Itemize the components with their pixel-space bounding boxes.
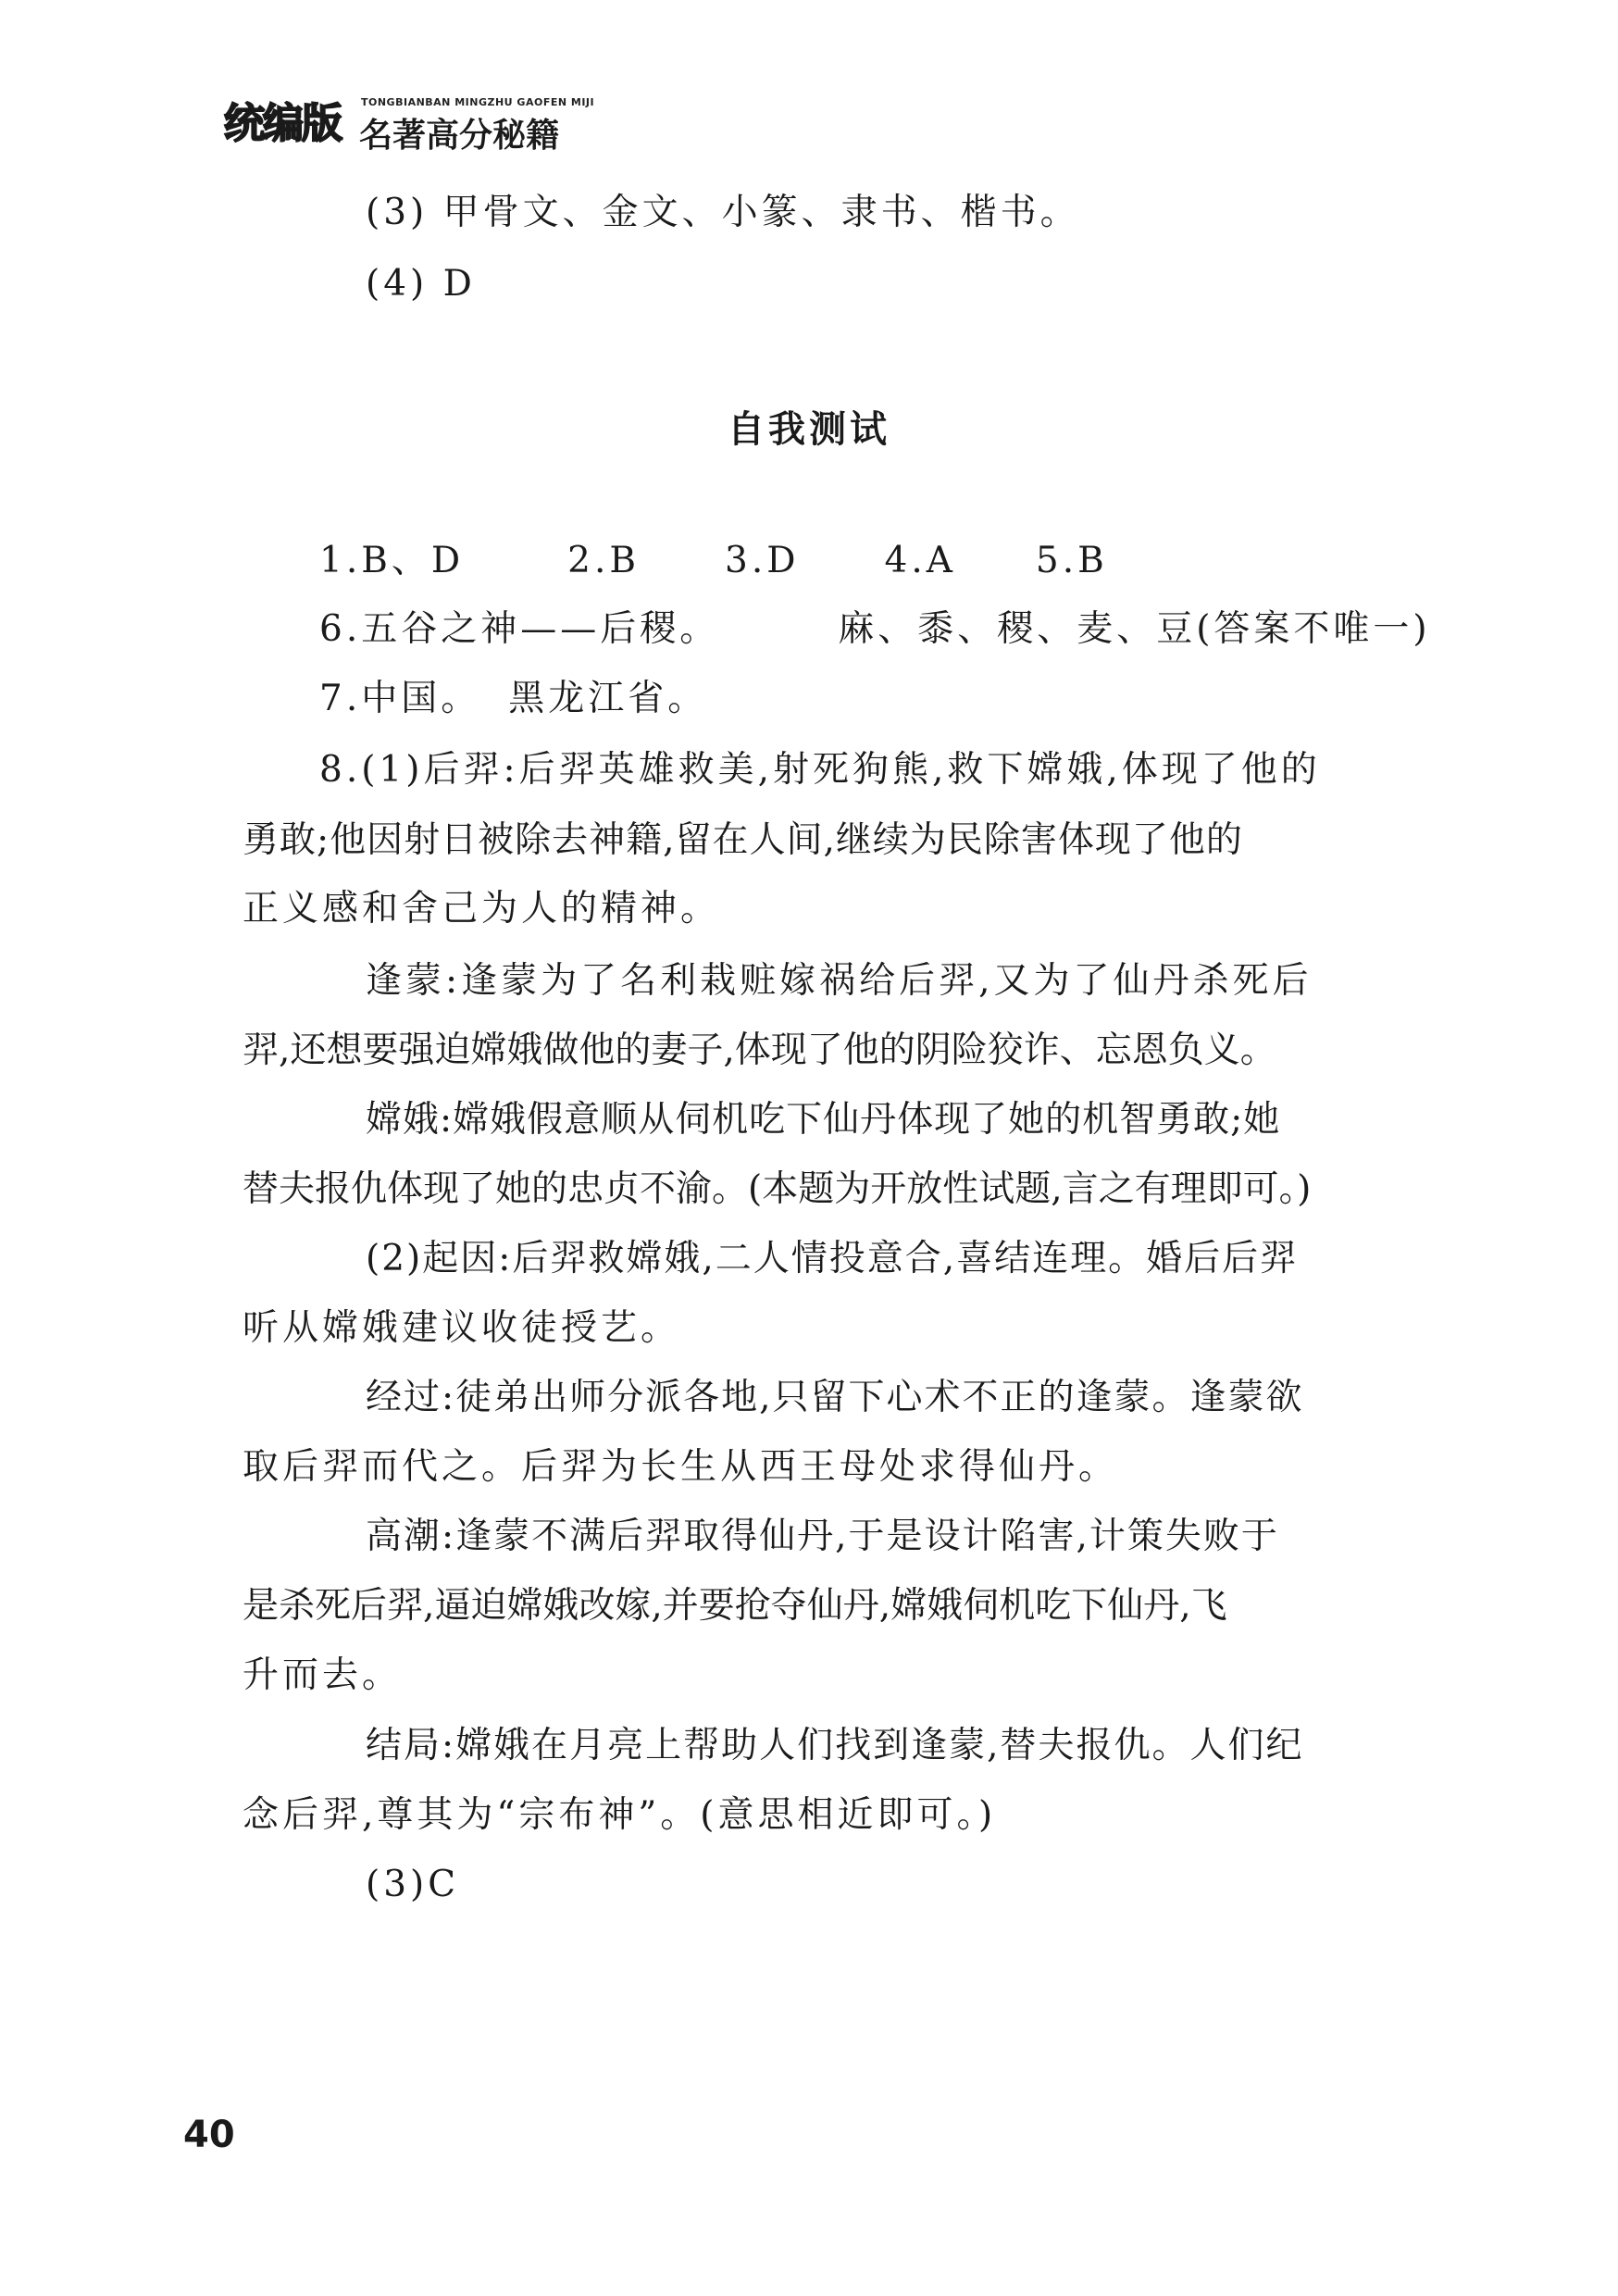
answer-2: 2.B bbox=[567, 540, 641, 581]
answer-1: 1.B、D bbox=[319, 540, 465, 581]
answer-8-line: 取后羿而代之。后羿为长生从西王母处求得仙丹。 bbox=[243, 1446, 1119, 1488]
answer-8-line: 正义感和舍己为人的精神。 bbox=[243, 888, 721, 930]
answer-6-part-b: 麻、黍、稷、麦、豆(答案不唯一) bbox=[838, 608, 1431, 650]
answer-8-line: (2)起因:后羿救嫦娥,二人情投意合,喜结连理。婚后后羿 bbox=[366, 1238, 1299, 1279]
answer-7 bbox=[319, 680, 707, 717]
answer-3: 3.D bbox=[725, 540, 800, 581]
answer-8-line: 羿,还想要强迫嫦娥做他的妻子,体现了他的阴险狡诈、忘恩负义。 bbox=[243, 1029, 1276, 1071]
answer-8-line: 替夫报仇体现了她的忠贞不渝。(本题为开放性试题,言之有理即可。) bbox=[243, 1168, 1312, 1210]
series-title: 名著高分秘籍 bbox=[359, 117, 560, 155]
edition-logo: 统编版 bbox=[213, 93, 352, 146]
answer-8-line: 勇敢;他因射日被除去神籍,留在人间,继续为民除害体现了他的 bbox=[243, 819, 1243, 861]
prev-answer-3: (3) 甲骨文、金文、小篆、隶书、楷书。 bbox=[366, 192, 1080, 233]
answer-8-line: 升而去。 bbox=[243, 1654, 403, 1696]
answer-6-part-a: 6.五谷之神——后稷。 bbox=[319, 608, 720, 650]
answer-8-line: 逢蒙:逢蒙为了名利栽赃嫁祸给后羿,又为了仙丹杀死后 bbox=[366, 960, 1313, 1002]
answer-6 bbox=[319, 608, 1431, 650]
answer-8-line: 听从嫦娥建议收徒授艺。 bbox=[243, 1307, 681, 1349]
answer-4: 4.A bbox=[884, 540, 956, 581]
prev-answer-4: (4) D bbox=[366, 263, 476, 305]
answer-8-line: 经过:徒弟出师分派各地,只留下心术不正的逢蒙。逢蒙欲 bbox=[366, 1377, 1304, 1418]
book-header bbox=[213, 93, 602, 155]
answer-8-line: 高潮:逢蒙不满后羿取得仙丹,于是设计陷害,计策失败于 bbox=[366, 1516, 1279, 1557]
answer-7-part-b: 黑龙江省。 bbox=[508, 678, 708, 719]
answer-7-part-a: 7.中国。 bbox=[319, 678, 481, 719]
section-title: 自我测试 bbox=[728, 408, 890, 451]
answer-5: 5.B bbox=[1035, 540, 1108, 581]
series-pinyin: TONGBIANBAN MINGZHU GAOFEN MIJI bbox=[361, 96, 595, 108]
answer-8-line: 结局:嫦娥在月亮上帮助人们找到逢蒙,替夫报仇。人们纪 bbox=[366, 1725, 1304, 1766]
answer-8-line: 嫦娥:嫦娥假意顺从伺机吃下仙丹体现了她的机智勇敢;她 bbox=[366, 1099, 1281, 1141]
answer-row-1-5 bbox=[319, 540, 1108, 581]
answer-8-line: 8.(1)后羿:后羿英雄救美,射死狗熊,救下嫦娥,体现了他的 bbox=[319, 749, 1321, 791]
answer-8-line: 念后羿,尊其为“宗布神”。(意思相近即可。) bbox=[243, 1794, 997, 1836]
answer-8-line: (3)C bbox=[366, 1864, 460, 1905]
answer-8-line: 是杀死后羿,逼迫嫦娥改嫁,并要抢夺仙丹,嫦娥伺机吃下仙丹,飞 bbox=[243, 1585, 1227, 1627]
page-number: 40 bbox=[183, 2114, 235, 2156]
